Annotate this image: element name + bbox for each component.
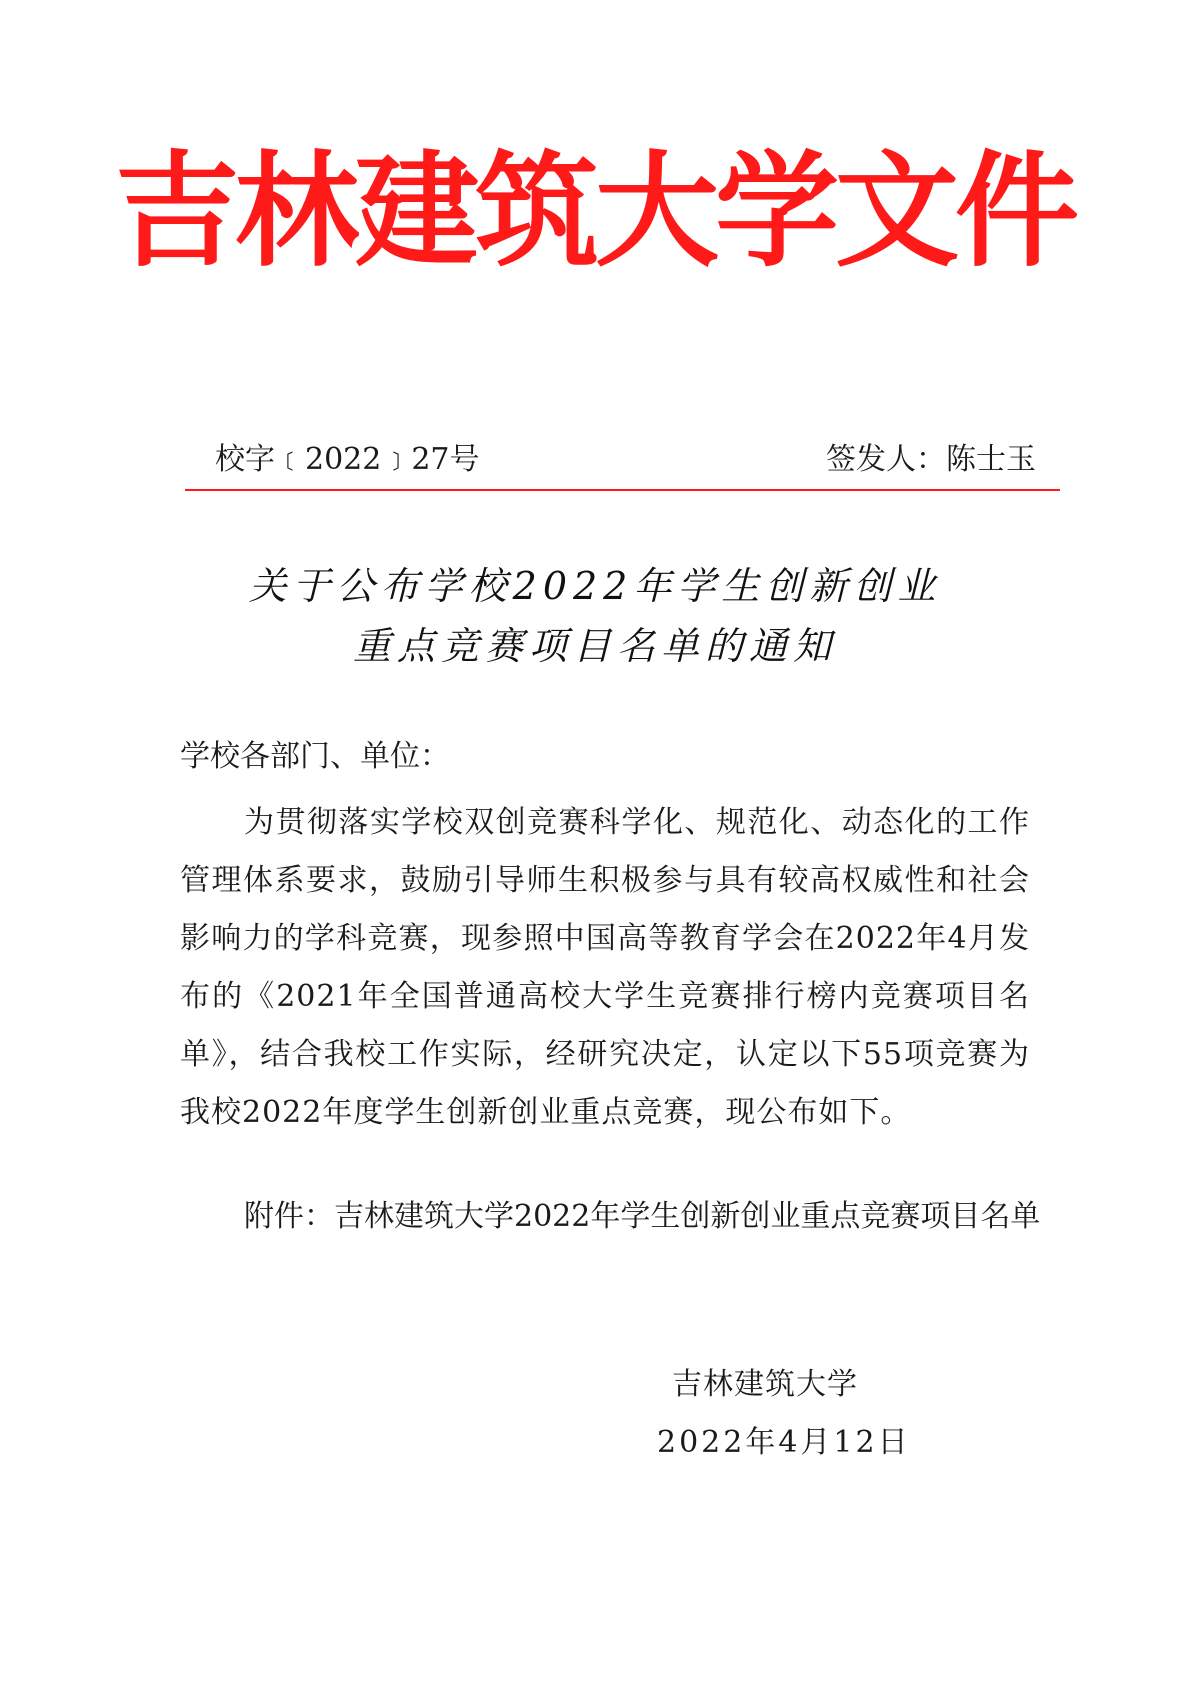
body-paragraph: 为贯彻落实学校双创竞赛科学化、规范化、动态化的工作管理体系要求，鼓励引导师生积极参与具有较高权威性和社会影响力的学科竞赛，现参照中国高等教育学会在2022年4月发布的《2021年全国普通高校大学生竞赛排行榜内竞赛项目名单》，结合我校工作实际，经研究决定，认定以下55项竞赛为我校2022年度学生创新创业重点竞赛，现公布如下。	[180, 805, 1030, 1130]
notice-title-line-2: 重点竞赛项目名单的通知	[352, 624, 837, 668]
signer-info: 签发人：陈士玉	[826, 442, 1036, 477]
header-divider-line	[185, 489, 1060, 491]
notice-title-line-1: 关于公布学校2022年学生创新创业	[248, 564, 942, 608]
attachment-line: 附件：吉林建筑大学2022年学生创新创业重点竞赛项目名单	[244, 1199, 1041, 1234]
salutation: 学校各部门、单位：	[180, 739, 450, 774]
document-number: 校字﹝2022﹞27号	[215, 442, 480, 477]
signature-date: 2022年4月12日	[657, 1425, 911, 1460]
document-header-title: 吉林建筑大学文件	[114, 139, 1075, 284]
signature-organization: 吉林建筑大学	[672, 1367, 858, 1402]
